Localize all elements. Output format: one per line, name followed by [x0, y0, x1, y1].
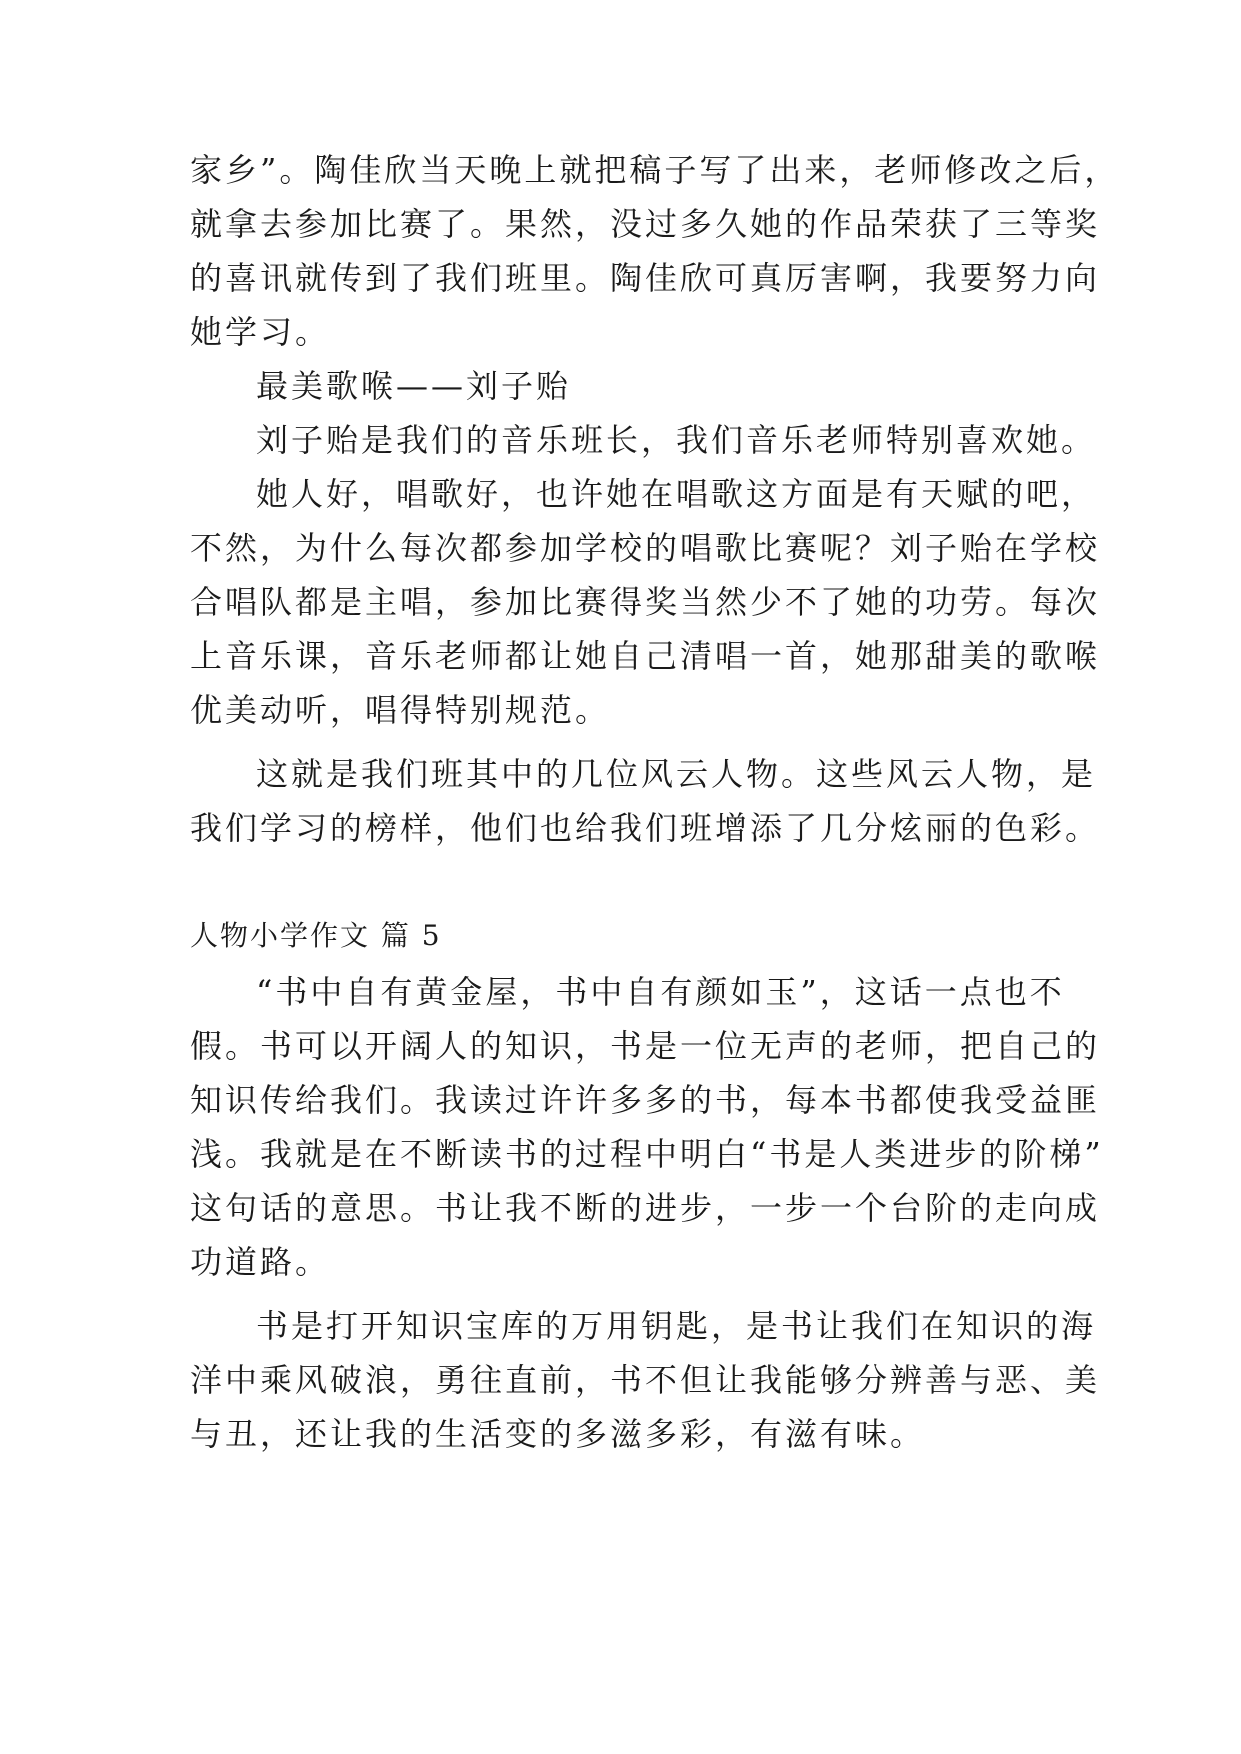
text-line: 浅。我就是在不断读书的过程中明白“书是人类进步的阶梯” [190, 1135, 1104, 1173]
text-line: 洋中乘风破浪，勇往直前，书不但让我能够分辨善与恶、美 [190, 1361, 1101, 1399]
text-line: 我们学习的榜样，他们也给我们班增添了几分炫丽的色彩。 [190, 809, 1101, 847]
subheading: 最美歌喉——刘子贻 [256, 367, 572, 405]
text-line: 这句话的意思。书让我不断的进步，一步一个台阶的走向成 [190, 1189, 1101, 1227]
text-line: 就拿去参加比赛了。果然，没过多久她的作品荣获了三等奖 [190, 205, 1101, 243]
text-line: 刘子贻是我们的音乐班长，我们音乐老师特别喜欢她。 [256, 421, 1097, 459]
text-line: 她人好，唱歌好，也许她在唱歌这方面是有天赋的吧， [256, 475, 1097, 513]
text-line: 知识传给我们。我读过许许多多的书，每本书都使我受益匪 [190, 1081, 1101, 1119]
text-line: 合唱队都是主唱，参加比赛得奖当然少不了她的功劳。每次 [190, 583, 1101, 621]
text-line: 家乡”。陶佳欣当天晚上就把稿子写了出来，老师修改之后， [190, 151, 1120, 189]
text-line: 上音乐课，音乐老师都让她自己清唱一首，她那甜美的歌喉 [190, 637, 1101, 675]
text-line: 功道路。 [190, 1243, 331, 1281]
section-title: 人物小学作文 篇 5 [190, 919, 442, 952]
text-line: “书中自有黄金屋，书中自有颜如玉”，这话一点也不 [256, 973, 1065, 1011]
text-line: 假。书可以开阔人的知识，书是一位无声的老师，把自己的 [190, 1027, 1101, 1065]
text-line: 与丑，还让我的生活变的多滋多彩，有滋有味。 [190, 1415, 926, 1453]
text-line: 她学习。 [190, 313, 331, 351]
text-line: 优美动听，唱得特别规范。 [190, 691, 611, 729]
text-line: 不然，为什么每次都参加学校的唱歌比赛呢？刘子贻在学校 [190, 529, 1101, 567]
text-line: 这就是我们班其中的几位风云人物。这些风云人物，是 [256, 755, 1097, 793]
text-line: 的喜讯就传到了我们班里。陶佳欣可真厉害啊，我要努力向 [190, 259, 1101, 297]
text-line: 书是打开知识宝库的万用钥匙，是书让我们在知识的海 [256, 1307, 1097, 1345]
